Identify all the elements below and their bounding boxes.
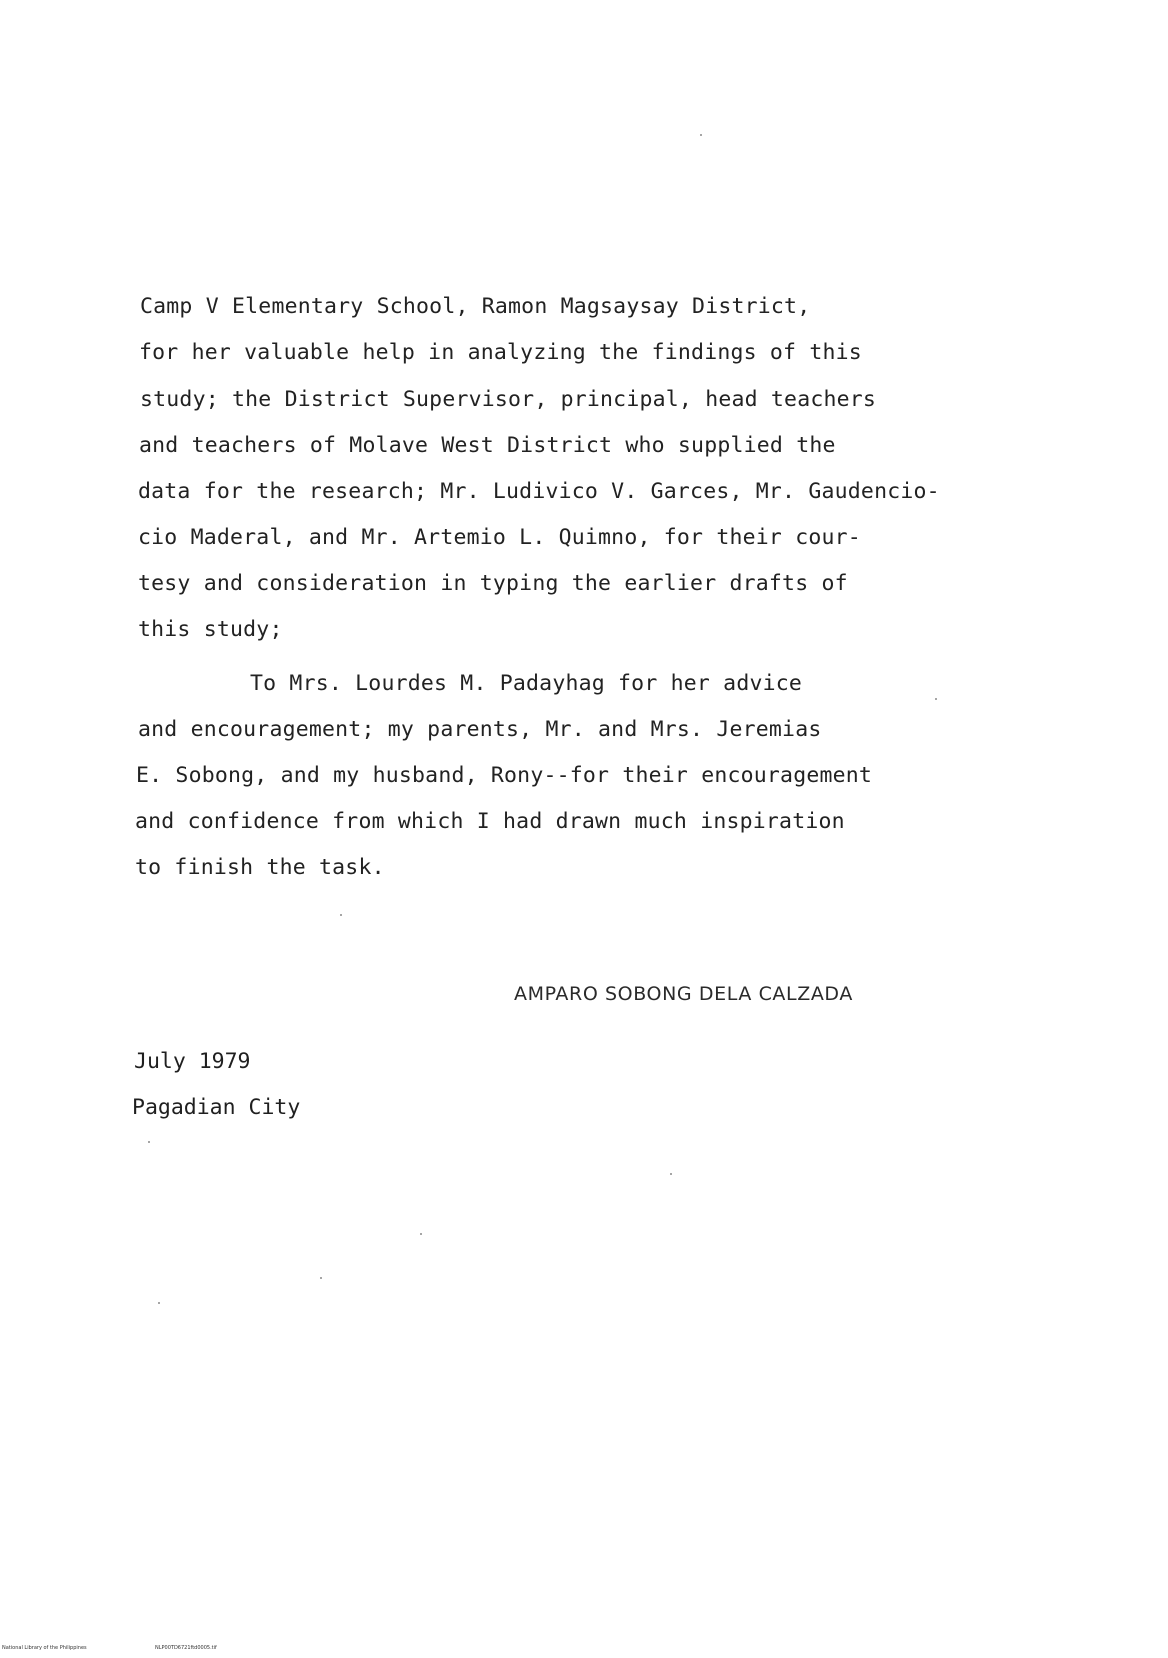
- footer-library-label: National Library of the Philippines: [2, 1645, 87, 1651]
- document-city: Pagadian City: [132, 1095, 301, 1120]
- text-line: to finish the task.: [135, 855, 385, 880]
- scan-speck: [320, 1277, 322, 1279]
- text-line: To Mrs. Lourdes M. Padayhag for her advice: [250, 671, 803, 696]
- author-signature: AMPARO SOBONG DELA CALZADA: [514, 983, 853, 1005]
- text-line: Camp V Elementary School, Ramon Magsaysay District,: [140, 294, 811, 319]
- scan-speck: [340, 914, 342, 916]
- scan-speck: [158, 1302, 160, 1304]
- scan-speck: [148, 1141, 150, 1143]
- document-date: July 1979: [134, 1049, 251, 1074]
- text-line: data for the research; Mr. Ludivico V. Garces, Mr. Gaudencio-: [138, 479, 940, 504]
- text-line: and confidence from which I had drawn much inspiration: [135, 809, 845, 834]
- scan-speck: [935, 698, 937, 700]
- text-line: for her valuable help in analyzing the findings of this: [139, 340, 862, 365]
- footer-file-code: NLP00TD6721ftd0005.tif: [155, 1645, 217, 1651]
- text-line: tesy and consideration in typing the earlier drafts of: [138, 571, 848, 596]
- text-line: and teachers of Molave West District who supplied the: [139, 433, 836, 458]
- text-line: and encouragement; my parents, Mr. and Mrs. Jeremias: [138, 717, 822, 742]
- text-line: E. Sobong, and my husband, Rony--for their encouragement: [136, 763, 873, 788]
- text-line: this study;: [138, 617, 283, 642]
- text-line: cio Maderal, and Mr. Artemio L. Quimno, for their cour-: [138, 525, 861, 550]
- scan-speck: [700, 134, 702, 136]
- scan-speck: [420, 1233, 422, 1235]
- text-line: study; the District Supervisor, principal, head teachers: [140, 387, 877, 412]
- scan-speck: [670, 1173, 672, 1175]
